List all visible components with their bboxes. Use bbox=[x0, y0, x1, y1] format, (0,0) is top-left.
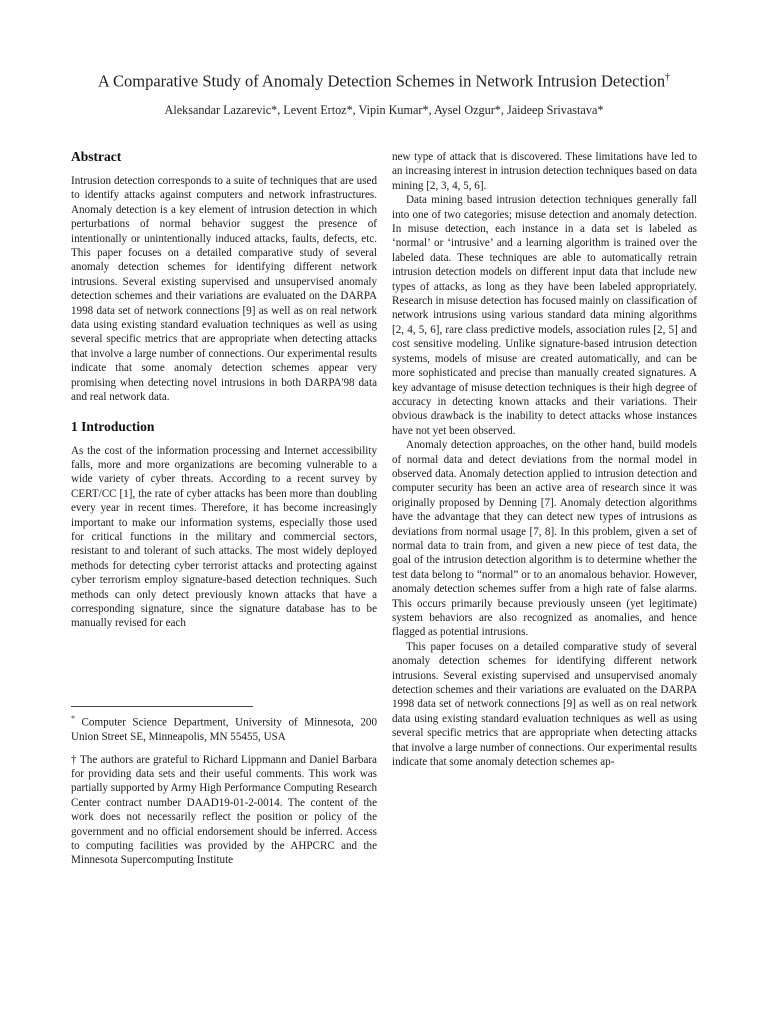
abstract-heading: Abstract bbox=[71, 149, 122, 164]
introduction-paragraph: As the cost of the information processing and Internet accessibility falls, more and more organizations are becoming vulnerable to a wide variety of cyber threats. According to a recent survey by CERT/CC [1], the rate of cyber attacks has been more than doubling every year in recent times. Therefore, it has become increasingly important to make our information systems, especially those used for critical functions in the military and commercial sectors, resistant to and tolerant of such attacks. The most widely deployed methods for detecting cyber terrorist attacks and protecting against cyber terrorism employ signature-based detection techniques. Such methods can only detect previously known attacks that have a corresponding signature, since the signature database has to be manually revised for each bbox=[71, 444, 377, 630]
author-list: Aleksandar Lazarevic*, Levent Ertoz*, Vipin Kumar*, Aysel Ozgur*, Jaideep Srivastava* bbox=[164, 103, 604, 117]
introduction-heading: 1 Introduction bbox=[71, 418, 155, 434]
footnotes bbox=[71, 712, 377, 876]
title-footnote-mark: † bbox=[665, 72, 671, 83]
right-column bbox=[392, 150, 697, 769]
abstract-text: Intrusion detection corresponds to a suite of techniques that are used to identify attacks against computers and network infrastructures. Anomaly detection is a key element of intrusion detection in which perturbations of normal behavior suggest the presence of intentionally or unintentionally induced attacks, faults, defects, etc. This paper focuses on a detailed comparative study of several anomaly detection schemes for identifying different network intrusions. Several existing supervised and unsupervised anomaly detection schemes and their variations are evaluated on the DARPA 1998 data set of network connections [9] as well as on real network data using existing standard evaluation techniques as well as using several specific metrics that are appropriate when detecting attacks that involve a large number of connections. Our experimental results indicate that some anomaly detection schemes appear very promising when detecting novel intrusions in both DARPA'98 data and real network data. bbox=[71, 175, 377, 404]
affiliation-mark: * bbox=[71, 714, 75, 723]
acknowledgment-footnote: † The authors are grateful to Richard Lippmann and Daniel Barbara for providing data sets and their useful comments. This work was partially supported by Army High Performance Computing Research Center contract number DAAD19-01-2-0014. The content of the work does not necessarily reflect the position or policy of the government and no official endorsement should be inferred. Access to computing facilities was provided by the AHPCRC and the Minnesota Supercomputing Institute bbox=[71, 753, 377, 867]
body-paragraph: new type of attack that is discovered. These limitations have led to an increasing interest in intrusion detection techniques based on data mining [2, 3, 4, 5, 6]. bbox=[392, 151, 697, 192]
affiliation-text: Computer Science Department, University of Minnesota, 200 Union Street SE, Minneapolis, MN 55455, USA bbox=[71, 716, 377, 744]
body-paragraph: This paper focuses on a detailed comparative study of several anomaly detection schemes for identifying different network intrusions. Several existing supervised and unsupervised anomaly detection schemes and their variations are evaluated on the DARPA 1998 data set of network connections [9] as well as on real network data using existing standard evaluation techniques as well as using several specific metrics that are appropriate when detecting attacks that involve a large number of connections. Our experimental results indicate that some anomaly detection schemes ap- bbox=[392, 640, 697, 769]
paper-title-text: A Comparative Study of Anomaly Detection Schemes in Network Intrusion Detection bbox=[97, 71, 666, 91]
body-paragraph: Anomaly detection approaches, on the other hand, build models of normal data and detect deviations from the normal model in observed data. Anomaly detection applied to intrusion detection and computer security has been an active area of research since it was originally proposed by Denning [7]. Anomaly detection algorithms have the advantage that they can detect new types of intrusions as deviations from normal usage [7, 8]. In this problem, given a set of normal data to train from, and given a new piece of test data, the goal of the intrusion detection algorithm is to determine whether the test data belong to “normal” or to an anomalous behavior. However, anomaly detection schemes suffer from a high rate of false alarms. This occurs primarily because previously unseen (yet legitimate) system behaviors are also recognized as anomalies, and hence flagged as potential intrusions. bbox=[392, 439, 697, 639]
body-paragraph: Data mining based intrusion detection techniques generally fall into one of two categories; misuse detection and anomaly detection. In misuse detection, each instance in a data set is labeled as ‘normal’ or ‘intrusive’ and a learning algorithm is trained over the labeled data. These techniques are able to automatically retrain intrusion detection models on different input data that include new types of attacks, as long as they have been labeled appropriately. Research in misuse detection has focused mainly on classification of network intrusions using various standard data mining algorithms [2, 4, 5, 6], rare class predictive models, association rules [2, 5] and cost sensitive modeling. Unlike signature-based intrusion detection systems, models of misuse are created automatically, and can be more sophisticated and precise than manually created signatures. A key advantage of misuse detection techniques is their high degree of accuracy in detecting known attacks and their variations. Their obvious drawback is the inability to detect attacks whose instances have not yet been observed. bbox=[392, 194, 697, 437]
paper-title bbox=[40, 68, 728, 92]
affiliation-footnote bbox=[71, 712, 377, 745]
footnote-divider bbox=[71, 706, 253, 707]
left-column bbox=[71, 148, 377, 631]
